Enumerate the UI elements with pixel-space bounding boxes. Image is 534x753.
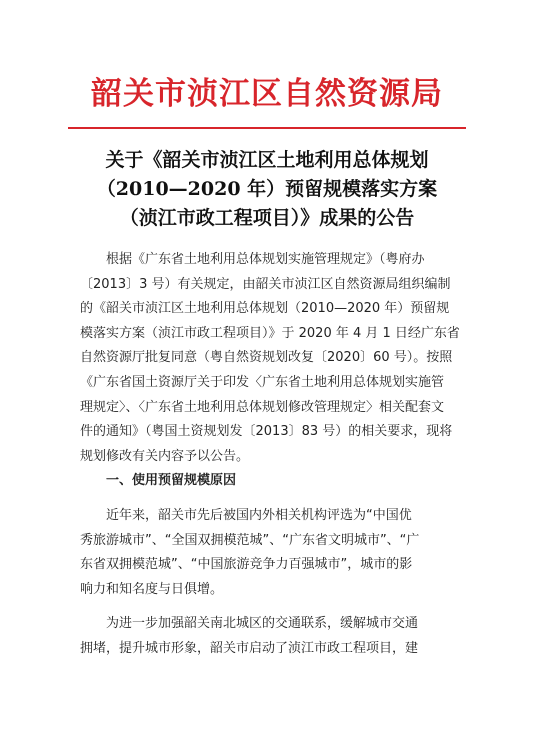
- document-title: [40, 146, 494, 233]
- para1-line: 理规定〉、〈广东省土地利用总体规划修改管理规定〉相关配套文: [80, 399, 445, 415]
- title-line-1: 关于《韶关市浈江区土地利用总体规划: [105, 149, 429, 171]
- red-divider-line: [68, 127, 466, 129]
- para1-line: 模落实方案（浈江市政工程项目）》于 2020 年 4 月 1 日经广东省: [80, 325, 460, 341]
- para1-line: 的《韶关市浈江区土地利用总体规划（2010—2020 年）预留规: [80, 301, 450, 317]
- title-line-2: （2010—2020 年）预留规模落实方案: [96, 178, 438, 200]
- section-heading: 一、使用预留规模原因: [106, 473, 237, 489]
- para2-line: 响力和知名度与日俱增。: [80, 581, 224, 597]
- para1-line: 〔2013〕3 号）有关规定，由韶关市浈江区自然资源局组织编制: [80, 276, 451, 292]
- para2-line: 秀旅游城市”、“全国双拥模范城”、“广东省文明城市”、“广: [80, 532, 420, 548]
- para3-line: 为进一步加强韶关南北城区的交通联系，缓解城市交通: [106, 616, 419, 632]
- title-line-3: （浈江市政工程项目）》成果的公告: [119, 207, 415, 229]
- para2-line: 近年来，韶关市先后被国内外相关机构评选为“中国优: [106, 507, 412, 523]
- para1-line: 规划修改有关内容予以公告。: [80, 448, 250, 464]
- para1-line: 《广东省国土资源厅关于印发〈广东省土地利用总体规划实施管: [80, 374, 445, 390]
- agency-header: 韶关市浈江区自然资源局: [91, 76, 443, 112]
- para1-line: 自然资源厅批复同意（粤自然资规划改复〔2020〕60 号）。按照: [80, 350, 453, 366]
- document-body: [80, 248, 460, 662]
- para3-line: 拥堵，提升城市形象，韶关市启动了浈江市政工程项目，建: [80, 640, 419, 656]
- para1-line: 件的通知》（粤国土资规划发〔2013〕83 号）的相关要求，现将: [80, 424, 453, 440]
- para2-line: 东省双拥模范城”、“中国旅游竞争力百强城市”，城市的影: [80, 557, 413, 573]
- para1-line: 根据《广东省土地利用总体规划实施管理规定》（粤府办: [106, 252, 425, 267]
